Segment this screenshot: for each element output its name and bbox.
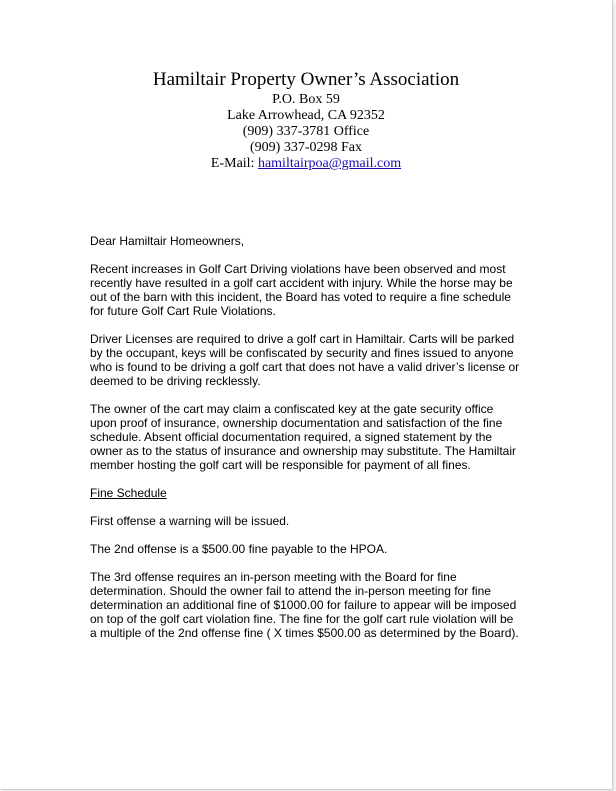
letter-body: [90, 234, 530, 654]
text-line: The 3rd offense requires an in-person meeting with the Board for fine: [90, 570, 457, 584]
po-box: P.O. Box 59: [272, 92, 340, 107]
paragraph-violations: [90, 262, 530, 318]
text-line: on top of the golf cart violation fine. The fine for the golf cart rule violation will be: [90, 612, 514, 626]
email-line: [0, 156, 612, 172]
text-line: for future Golf Cart Rule Violations.: [90, 304, 276, 318]
second-offense: The 2nd offense is a $500.00 fine payable to the HPOA.: [90, 542, 388, 556]
first-offense: First offense a warning will be issued.: [90, 514, 290, 528]
salutation: Dear Hamiltair Homeowners,: [90, 234, 245, 248]
fine-schedule-heading: Fine Schedule: [90, 486, 167, 500]
letterhead: [0, 68, 612, 172]
text-line: member hosting the golf cart will be responsible for payment of all fines.: [90, 458, 471, 472]
text-line: by the occupant, keys will be confiscated by security and fines issued to anyone: [90, 346, 514, 360]
text-line: Driver Licenses are required to drive a golf cart in Hamiltair. Carts will be parked: [90, 332, 515, 346]
text-line: The owner of the cart may claim a confiscated key at the gate security office: [90, 402, 494, 416]
association-title: Hamiltair Property Owner’s Association: [152, 69, 460, 90]
text-line: recently have resulted in a golf cart accident with injury. While the horse may be: [90, 276, 513, 290]
city-address: Lake Arrowhead, CA 92352: [227, 108, 385, 123]
text-line: upon proof of insurance, ownership documentation and satisfaction of the fine: [90, 416, 503, 430]
paragraph-licenses: [90, 332, 530, 388]
fax-number: (909) 337-0298 Fax: [250, 140, 362, 155]
email-label: E-Mail:: [210, 156, 258, 171]
text-line: out of the barn with this incident, the Board has voted to require a fine schedule: [90, 290, 511, 304]
paragraph-third-offense: [90, 570, 530, 640]
text-line: determination. Should the owner fail to attend the in-person meeting for fine: [90, 584, 491, 598]
text-line: determination an additional fine of $1000.00 for failure to appear will be imposed: [90, 598, 517, 612]
text-line: who is found to be driving a golf cart that does not have a valid driver’s license or: [90, 360, 520, 374]
email-link[interactable]: hamiltairpoa@gmail.com: [257, 156, 402, 171]
office-phone: (909) 337-3781 Office: [242, 124, 370, 139]
text-line: owner as to the status of insurance and ownership may substitute. The Hamiltair: [90, 444, 516, 458]
text-line: Recent increases in Golf Cart Driving violations have been observed and most: [90, 262, 506, 276]
text-line: deemed to be driving recklessly.: [90, 374, 261, 388]
text-line: a multiple of the 2nd offense fine ( X times $500.00 as determined by the Board).: [90, 626, 519, 640]
paragraph-key-claim: [90, 402, 530, 472]
text-line: schedule. Absent official documentation required, a signed statement by the: [90, 430, 493, 444]
